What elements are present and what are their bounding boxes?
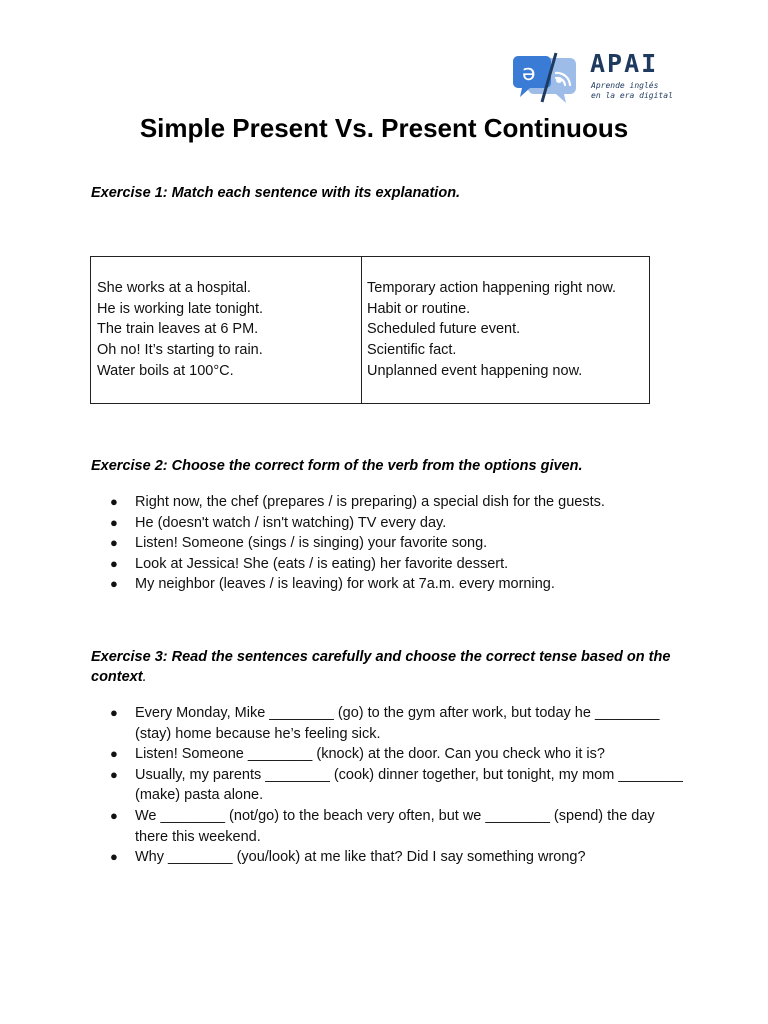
list-item — [110, 765, 685, 806]
explanation-item: Habit or routine. — [367, 300, 471, 317]
explanation-item: Temporary action happening right now. — [367, 280, 617, 296]
sentence-item: She works at a hospital. — [97, 280, 251, 296]
logo-tagline — [591, 81, 673, 101]
exercise-3-heading — [91, 647, 681, 687]
list-item-text: Listen! Someone ________ (knock) at the door. Can you check who it is? — [135, 746, 605, 763]
bullet-icon: ● — [110, 576, 118, 592]
bullet-icon: ● — [110, 766, 118, 782]
svg-text:ə: ə — [522, 61, 536, 86]
list-item-text: Why ________ (you/look) at me like that? Did I say something wrong? — [135, 849, 586, 866]
list-item-text: Look at Jessica! She (eats / is eating) her favorite dessert. — [135, 555, 509, 572]
match-table — [90, 256, 650, 404]
exercise-2-heading: Exercise 2: Choose the correct form of the verb from the options given. — [91, 458, 583, 474]
sentence-item: Oh no! It’s starting to rain. — [97, 342, 263, 359]
exercise-3-list — [110, 703, 685, 868]
list-item — [110, 554, 700, 575]
list-item — [110, 574, 700, 595]
list-item-text: Right now, the chef (prepares / is preparing) a special dish for the guests. — [135, 494, 605, 510]
exercise-3-heading-tail: . — [142, 669, 147, 685]
bullet-icon: ● — [110, 849, 118, 865]
list-item — [110, 703, 685, 744]
list-item-text: Every Monday, Mike ________ (go) to the gym after work, but today he ________ (stay) home because he’s feeling sick. — [135, 705, 660, 742]
sentence-item: He is working late tonight. — [97, 300, 264, 317]
exercise-1-heading: Exercise 1: Match each sentence with its explanation. — [91, 185, 461, 201]
bullet-icon: ● — [110, 535, 118, 551]
sentences-column — [91, 257, 362, 403]
explanations-column — [362, 257, 649, 403]
bullet-icon: ● — [110, 494, 118, 509]
speech-bubble-wifi-icon — [512, 52, 578, 104]
list-item — [110, 744, 685, 765]
list-item — [110, 513, 700, 534]
explanation-item: Scientific fact. — [367, 342, 457, 359]
bullet-icon: ● — [110, 746, 118, 762]
apai-logo — [512, 50, 682, 104]
list-item — [110, 492, 700, 513]
bullet-icon: ● — [110, 514, 118, 530]
explanation-item: Unplanned event happening now. — [367, 362, 583, 379]
bullet-icon: ● — [110, 555, 118, 571]
list-item-text: Usually, my parents ________ (cook) dinner together, but tonight, my mom ________ (make) pasta alone. — [135, 766, 683, 804]
logo-tagline-line-2: en la era digital — [591, 91, 673, 100]
exercise-3-heading-text: Exercise 3: Read the sentences carefully and choose the correct tense based on the context — [91, 649, 671, 685]
logo-tagline-line-1: Aprende inglés — [591, 81, 659, 90]
page-title: Simple Present Vs. Present Continuous — [139, 113, 629, 143]
list-item — [110, 533, 700, 554]
sentence-item: The train leaves at 6 PM. — [97, 321, 259, 338]
sentence-item: Water boils at 100°C. — [97, 362, 234, 379]
bullet-icon: ● — [110, 807, 118, 823]
bullet-icon: ● — [110, 705, 118, 720]
list-item — [110, 847, 685, 868]
logo-name: APAI — [590, 49, 659, 78]
explanation-item: Scheduled future event. — [367, 321, 521, 338]
list-item-text: He (doesn't watch / isn't watching) TV every day. — [135, 514, 447, 531]
list-item-text: Listen! Someone (sings / is singing) your favorite song. — [135, 535, 488, 552]
list-item-text: We ________ (not/go) to the beach very often, but we ________ (spend) the day there this weekend. — [135, 807, 655, 845]
exercise-2-list — [110, 492, 700, 595]
list-item — [110, 806, 685, 847]
list-item-text: My neighbor (leaves / is leaving) for work at 7a.m. every morning. — [135, 576, 555, 593]
